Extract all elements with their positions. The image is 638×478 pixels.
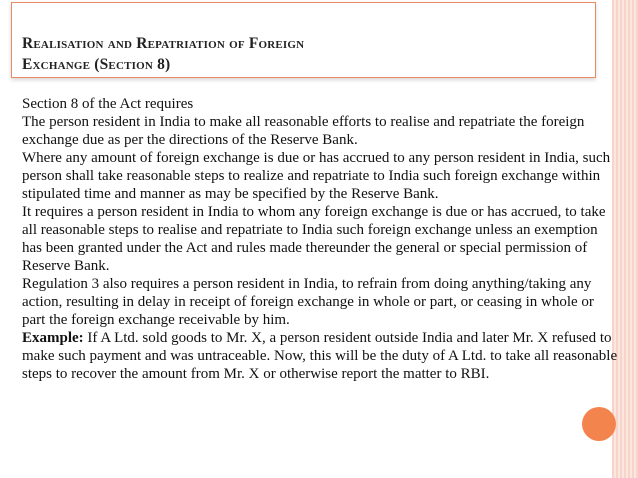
slide-title-line-2: Exchange (Section 8)	[22, 56, 171, 73]
content-area	[22, 95, 618, 470]
paragraph-intro: Section 8 of the Act requires	[22, 96, 194, 112]
paragraph-person-resident: The person resident in India to make all reasonable efforts to realise and repatriate the foreign exchange due as per the directions of the Reserve Bank.	[22, 114, 585, 148]
example-paragraph	[22, 329, 618, 383]
slide-title-line-1: Realisation and Repatriation of Foreign	[22, 35, 305, 52]
example-text: If A Ltd. sold goods to Mr. X, a person resident outside India and later Mr. X refused to make such payment and was untraceable. Now, this will be the duty of A Ltd. to take all reasonable steps to recover the amount from Mr. X or otherwise report the matter to RBI.	[22, 330, 618, 382]
paragraph-foreign-exchange-due: Where any amount of foreign exchange is due or has accrued to any person resident in India, such person shall take reasonable steps to realize and repatriate to India such foreign exchange within stipulated time and manner as may be specified by the Reserve Bank.	[22, 150, 611, 202]
paragraph-regulation-3: Regulation 3 also requires a person resident in India, to refrain from doing anything/taking any action, resulting in delay in receipt of foreign exchange in whole or part, or ceasing in whole or part the foreign exchange receivable by him.	[22, 276, 594, 328]
orange-dot-decoration	[582, 407, 616, 441]
slide-title	[22, 33, 542, 75]
example-label: Example:	[22, 330, 84, 346]
title-box	[11, 2, 596, 78]
paragraph-requirement: It requires a person resident in India to whom any foreign exchange is due or has accrued, to take all reasonable steps to realise and repatriate to India such foreign exchange unless an exemption has been granted under the Act and rules made thereunder the general or special permission of Reserve Bank.	[22, 204, 606, 274]
